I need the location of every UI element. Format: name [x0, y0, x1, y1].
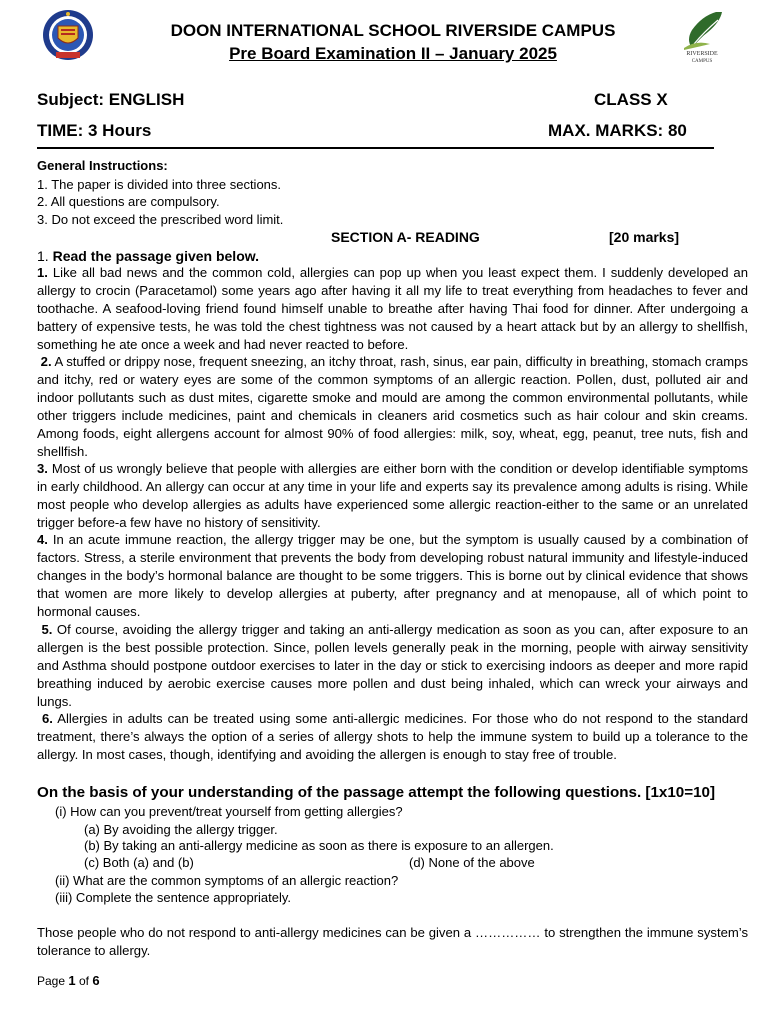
- passage-paragraph: [37, 621, 748, 711]
- option-d: (d) None of the above: [409, 855, 535, 870]
- paragraph-number: 6.: [42, 711, 53, 726]
- passage-paragraph: [37, 460, 748, 532]
- svg-text:RIVERSIDE: RIVERSIDE: [686, 51, 718, 57]
- school-crest-logo: [42, 6, 94, 64]
- paragraph-text: Of course, avoiding the allergy trigger and taking an anti-allergy medication as soon as you can, after exposure to an allergen is the best possible protection. Since, pollen levels generally peak in the morning, people with airway sensitivity and Asthma should postpone outdoor exercises to later in the day or stick to exercising indoors as deeper and more rapid breathing induced by aerobic exercise causes more pollen and dust being inhaled, which can wreck your airways and lungs.: [37, 622, 748, 709]
- passage-paragraph: [37, 710, 748, 764]
- question-iii: (iii) Complete the sentence appropriately.: [55, 890, 292, 905]
- fill-in-sentence: Those people who do not respond to anti-allergy medicines can be given a …………… to strengthen the immune system’s tolerance to allergy.: [37, 925, 748, 958]
- instructions-heading: General Instructions:: [37, 158, 168, 173]
- exam-title: Pre Board Examination II – January 2025: [229, 44, 557, 63]
- questions-instruction: On the basis of your understanding of the passage attempt the following questions. [1x10=10]: [37, 784, 716, 801]
- passage-paragraph: [37, 353, 748, 460]
- passage-paragraph: [37, 531, 748, 621]
- svg-text:CAMPUS: CAMPUS: [691, 59, 713, 64]
- paragraph-number: 5.: [41, 622, 53, 637]
- paragraph-text: Most of us wrongly believe that people with allergies are either born with the condition or develop identifiable symptoms in early childhood. An allergy can occur at any time in your life and experts say its prevalence among adults is rising. While most people who develop allergies as adults have experienced some allergic reaction-either to the same or an unrelated trigger before-a few have no history of sensitivity.: [37, 461, 748, 530]
- section-title: SECTION A- READING: [331, 229, 480, 245]
- page-number: [37, 973, 100, 989]
- max-marks-label: MAX. MARKS: 80: [548, 121, 687, 140]
- option-b: (b) By taking an anti-allergy medicine as soon as there is exposure to an allergen.: [84, 838, 554, 853]
- question-i: (i) How can you prevent/treat yourself from getting allergies?: [55, 804, 403, 819]
- paragraph-text: Allergies in adults can be treated using some anti-allergic medicines. For those who do not respond to the standard treatment, there’s always the option of a series of allergy shots to help the immune system to build up a tolerance to the allergy. In most cases, though, identifying and avoiding the allergen is enough to stay free of trouble.: [37, 711, 748, 762]
- instruction-item: 1. The paper is divided into three sections.: [37, 177, 282, 192]
- question-number: 1.: [37, 248, 49, 264]
- paragraph-number: 2.: [40, 354, 52, 369]
- instruction-item: 2. All questions are compulsory.: [37, 194, 220, 209]
- question-ii: (ii) What are the common symptoms of an allergic reaction?: [55, 873, 399, 888]
- option-a: (a) By avoiding the allergy trigger.: [84, 822, 278, 837]
- paragraph-text: A stuffed or drippy nose, frequent sneezing, an itchy throat, rash, sinus, ear pain, difficulty in breathing, stomach cramps and itchy, red or watery eyes are some of the common symptoms of an allergic reaction. Pollen, dust, polluted air and indoor pollutants such as dust mites, cigarette smoke and mould are among the common environmental pollutants, while other triggers include medicines, paint and chemicals in cleaners arid cosmetics such as hair colour and skin creams. Among foods, eight allergens account for almost 90% of food allergies: milk, soy, wheat, egg, peanut, tree nuts, fish and shellfish.: [37, 354, 749, 459]
- question-heading: [37, 248, 259, 264]
- passage-paragraph: [37, 264, 748, 354]
- header-divider: [37, 147, 714, 149]
- paragraph-number: 1.: [37, 265, 48, 280]
- section-marks: [20 marks]: [609, 229, 680, 245]
- question-heading-text: Read the passage given below.: [52, 248, 260, 264]
- page-of: of: [78, 974, 89, 988]
- instruction-item: 3. Do not exceed the prescribed word limit.: [37, 212, 284, 227]
- page-prefix: Page: [37, 974, 66, 988]
- time-label: TIME: 3 Hours: [37, 121, 152, 140]
- paragraph-number: 4.: [37, 532, 48, 547]
- paragraph-text: In an acute immune reaction, the allergy trigger may be one, but the symptom is usually caused by a combination of factors. Stress, a sterile environment that prevents the body from developing robust natural immunity and lifestyle-induced changes in the body’s hormonal balance are thought to be some triggers. This is borne out by clinical evidence that shows that women are more likely to develop allergies at puberty, after pregnancy and at menopause, all of which point to hormonal causes.: [37, 532, 748, 619]
- paragraph-number: 3.: [37, 461, 48, 476]
- subject-label: Subject: ENGLISH: [37, 90, 185, 109]
- page-total: 6: [92, 973, 100, 988]
- school-name: DOON INTERNATIONAL SCHOOL RIVERSIDE CAMPUS: [170, 21, 616, 40]
- class-label: CLASS X: [594, 90, 668, 109]
- option-c: (c) Both (a) and (b): [84, 855, 194, 870]
- paragraph-text: Like all bad news and the common cold, allergies can pop up when you least expect them. I suddenly developed an allergy to crocin (Paracetamol) some years ago after having it all my life to treat everything from headaches to fever and toothache. A seafood-loving friend found himself unable to breathe after having Thai food for dinner. After undergoing a battery of expensive tests, he was told the chest tightness was not caused by a heart attack but by an allergy to shellfish, something he ate once a week and had never reacted to before.: [37, 265, 748, 352]
- page-current: 1: [68, 973, 76, 988]
